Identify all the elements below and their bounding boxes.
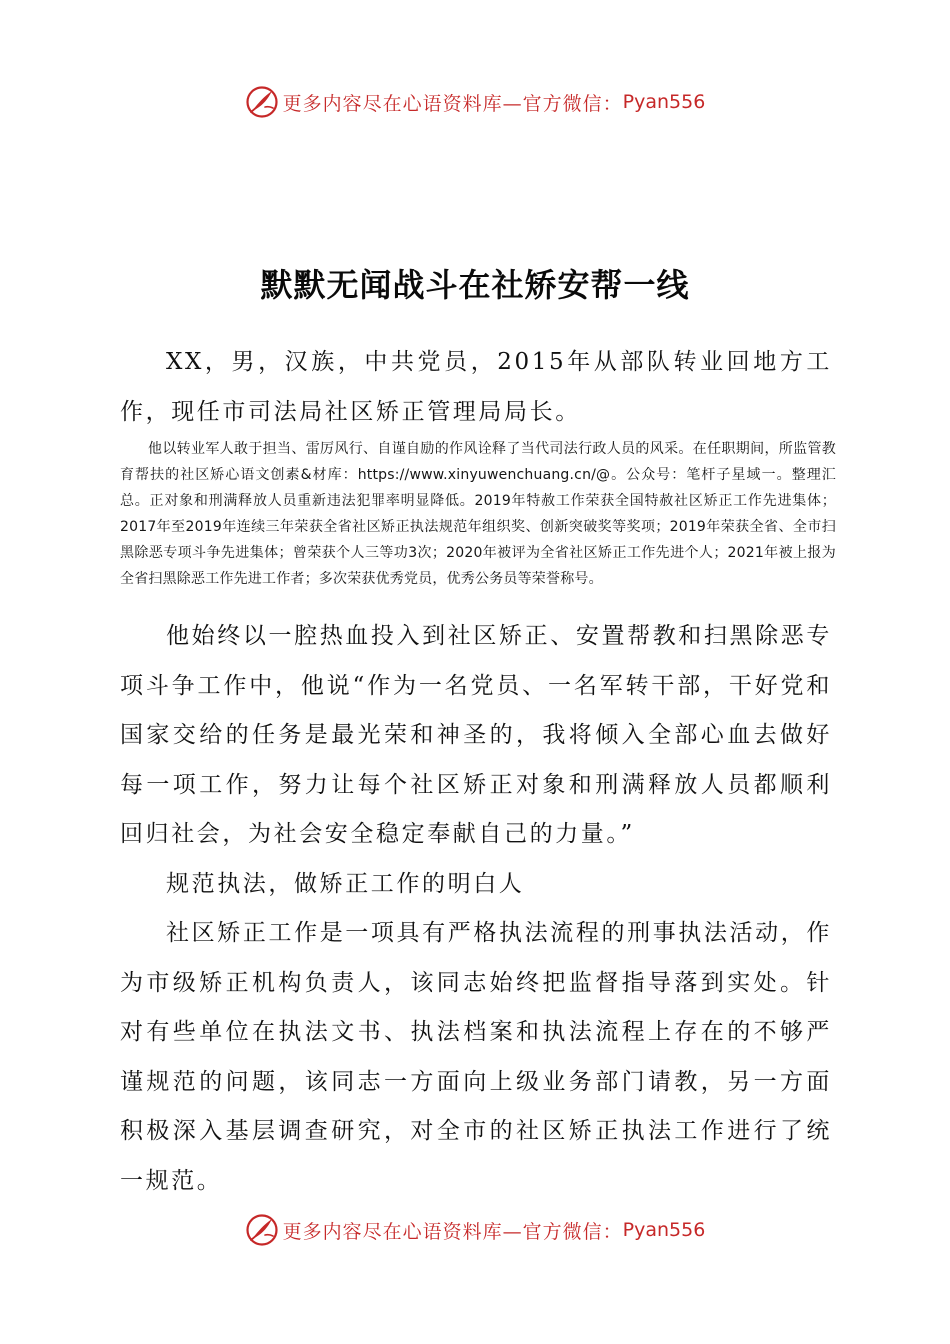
document-title: 默默无闻战斗在社矫安帮一线 <box>260 266 690 304</box>
intro-block <box>120 338 832 437</box>
quill-pen-logo-icon <box>245 1213 279 1247</box>
intro-paragraph: XX，男，汉族，中共党员，2015年从部队转业回地方工作，现任市司法局社区矫正管理局局长。 <box>120 349 832 425</box>
quill-pen-logo-icon <box>245 85 279 119</box>
main-block <box>120 612 832 1206</box>
header-banner <box>0 80 950 124</box>
footer-banner-text: 更多内容尽在心语资料库—官方微信： <box>282 1220 623 1243</box>
header-banner-text: 更多内容尽在心语资料库—官方微信： <box>282 92 623 115</box>
section-paragraph: 社区矫正工作是一项具有严格执法流程的刑事执法活动，作为市级矫正机构负责人，该同志始终把监督指导落到实处。针对有些单位在执法文书、执法档案和执法流程上存在的不够严谨规范的问题，该同志一方面向上级业务部门请教，另一方面积极深入基层调查研究，对全市的社区矫正执法工作进行了统一规范。 <box>120 920 832 1194</box>
footer-banner <box>0 1208 950 1252</box>
section-heading: 规范执法，做矫正工作的明白人 <box>166 870 525 897</box>
footer-wechat-id: Pyan556 <box>622 1219 706 1241</box>
header-wechat-id: Pyan556 <box>622 91 706 113</box>
achievements-paragraph: 他以转业军人敢于担当、雷厉风行、自谨自励的作风诠释了当代司法行政人员的风采。在任职期间，所监管教育帮扶的社区矫心语文创素&材库：https://www.xinyuwenchuang.cn/@。公众号：笔杆子星域一。整理汇总。正对象和刑满释放人员重新违法犯罪率明显降低。2019年特赦工作荣获全国特赦社区矫正工作先进集体；2017年至2019年连续三年荣获全省社区矫正执法规范年组织奖、创新突破奖等奖项；2019年荣获全省、全市扫黑除恶专项斗争先进集体；曾荣获个人三等功3次；2020年被评为全省社区矫正工作先进个人；2021年被上报为全省扫黑除恶工作先进工作者；多次荣获优秀党员，优秀公务员等荣誉称号。 <box>120 441 836 587</box>
small-block <box>120 436 836 592</box>
quote-paragraph: 他始终以一腔热血投入到社区矫正、安置帮教和扫黑除恶专项斗争工作中，他说“作为一名党员、一名军转干部，干好党和国家交给的任务是最光荣和神圣的，我将倾入全部心血去做好每一项工作，努力让每个社区矫正对象和刑满释放人员都顺利回归社会，为社会安全稳定奉献自己的力量。” <box>120 623 832 847</box>
